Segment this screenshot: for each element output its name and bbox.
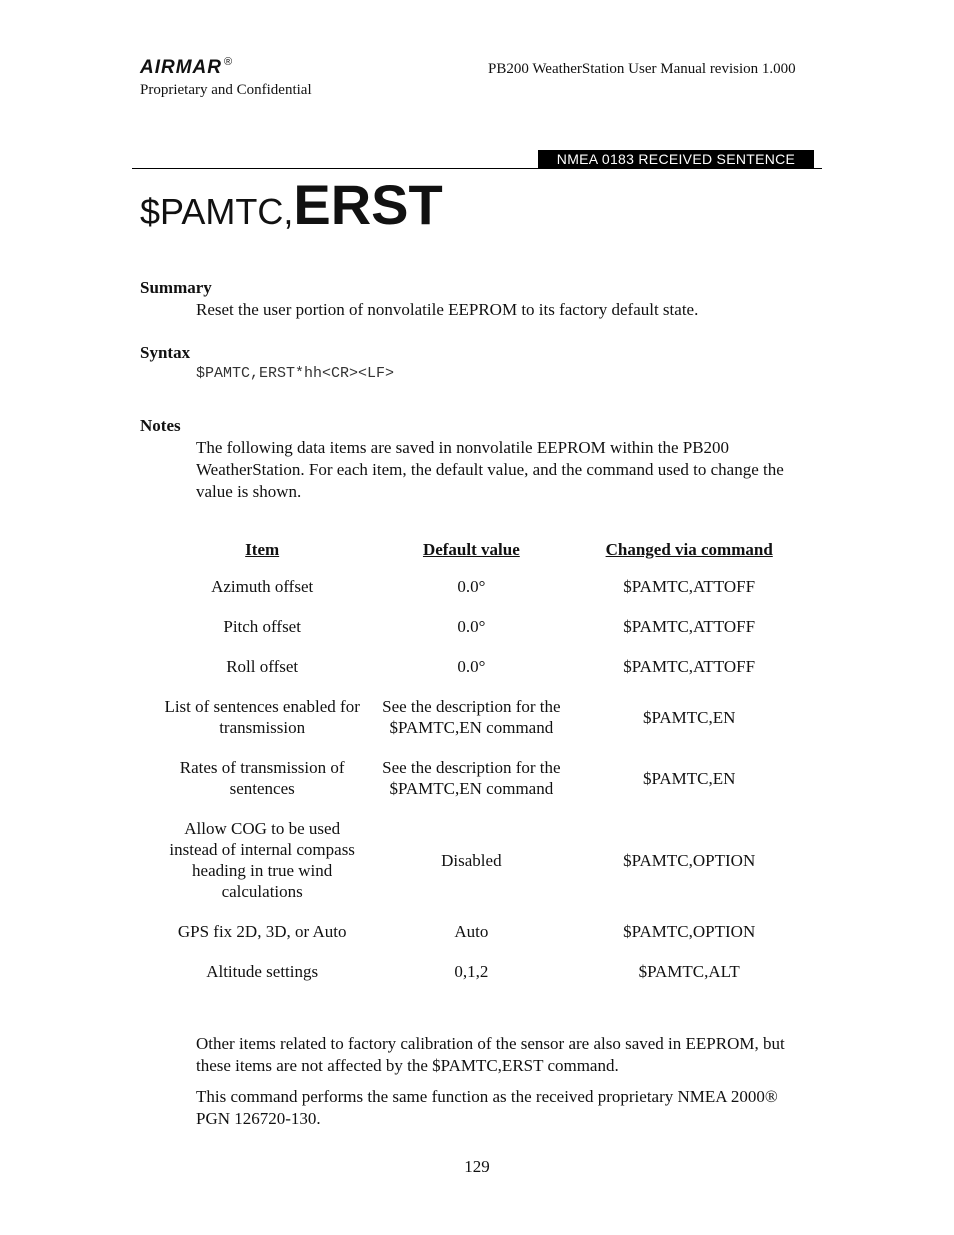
- title-prefix: $PAMTC,: [140, 191, 294, 232]
- table-cell-default: Disabled: [441, 850, 502, 870]
- page-title: [140, 172, 443, 237]
- notes-equivalent: This command performs the same function as the received proprietary NMEA 2000® PGN 126720-130.: [196, 1087, 778, 1128]
- document-title: PB200 WeatherStation User Manual revision 1.000: [488, 61, 796, 77]
- airmar-logo: [140, 56, 233, 79]
- eeprom-items-table: [160, 540, 800, 1001]
- table-cell-item: GPS fix 2D, 3D, or Auto: [177, 922, 347, 941]
- header-changed-via-command: Changed via command: [605, 540, 773, 559]
- table-cell-default: 0,1,2: [454, 962, 489, 981]
- table-cell-command: $PAMTC,EN: [642, 707, 736, 727]
- table-cell-default: See the description for the $PAMTC,EN command: [382, 697, 561, 737]
- table-row: [160, 656, 800, 696]
- table-cell-item: List of sentences enabled for transmission: [164, 697, 360, 737]
- table-row: [160, 757, 800, 818]
- table-cell-default: Auto: [454, 922, 489, 941]
- table-cell-command: $PAMTC,OPTION: [623, 922, 756, 941]
- table-cell-item: Altitude settings: [206, 962, 319, 981]
- table-row: [160, 576, 800, 616]
- header-item: Item: [245, 540, 280, 559]
- notes-heading: Notes: [140, 416, 181, 435]
- table-header-row: [160, 540, 800, 576]
- table-cell-item: Rates of transmission of sentences: [179, 758, 345, 798]
- table-cell-item: Roll offset: [226, 657, 299, 676]
- table-row: [160, 961, 800, 1001]
- table-cell-command: $PAMTC,ATTOFF: [623, 657, 756, 676]
- table-cell-default: 0.0°: [457, 657, 486, 676]
- title-command: ERST: [293, 173, 443, 236]
- syntax-heading: Syntax: [140, 343, 191, 362]
- table-row: [160, 616, 800, 656]
- table-row: [160, 696, 800, 757]
- table-cell-command: $PAMTC,ATTOFF: [623, 577, 756, 596]
- table-row: [160, 818, 800, 921]
- notes-other-items: Other items related to factory calibration of the sensor are also saved in EEPROM, but these items are not affected by the $PAMTC,ERST command.: [196, 1034, 785, 1075]
- table-row: [160, 921, 800, 961]
- summary-text: Reset the user portion of nonvolatile EEPROM to its factory default state.: [196, 300, 699, 319]
- table-cell-command: $PAMTC,EN: [642, 768, 736, 788]
- logo-text: AIRMAR: [140, 57, 222, 78]
- table-cell-default: 0.0°: [457, 577, 486, 596]
- syntax-text: $PAMTC,ERST*hh<CR><LF>: [196, 365, 395, 382]
- table-cell-command: $PAMTC,OPTION: [623, 850, 756, 870]
- table-cell-default: 0.0°: [457, 617, 486, 636]
- page-number: 129: [464, 1157, 490, 1176]
- table-cell-command: $PAMTC,ATTOFF: [623, 617, 756, 636]
- table-cell-item: Allow COG to be used instead of internal compass heading in true wind calculations: [169, 819, 355, 901]
- header-default-value: Default value: [422, 540, 520, 559]
- table-cell-item: Pitch offset: [223, 617, 301, 636]
- notes-intro: The following data items are saved in nonvolatile EEPROM within the PB200 WeatherStation. For each item, the default value, and the command used to change the value is shown.: [196, 438, 784, 501]
- registered-mark: ®: [224, 56, 234, 68]
- table-cell-default: See the description for the $PAMTC,EN command: [382, 758, 561, 798]
- confidential-label: Proprietary and Confidential: [140, 82, 312, 98]
- table-cell-command: $PAMTC,ALT: [638, 962, 740, 981]
- section-tag: NMEA 0183 RECEIVED SENTENCE: [538, 150, 814, 169]
- table-cell-item: Azimuth offset: [211, 577, 314, 596]
- summary-heading: Summary: [140, 278, 212, 297]
